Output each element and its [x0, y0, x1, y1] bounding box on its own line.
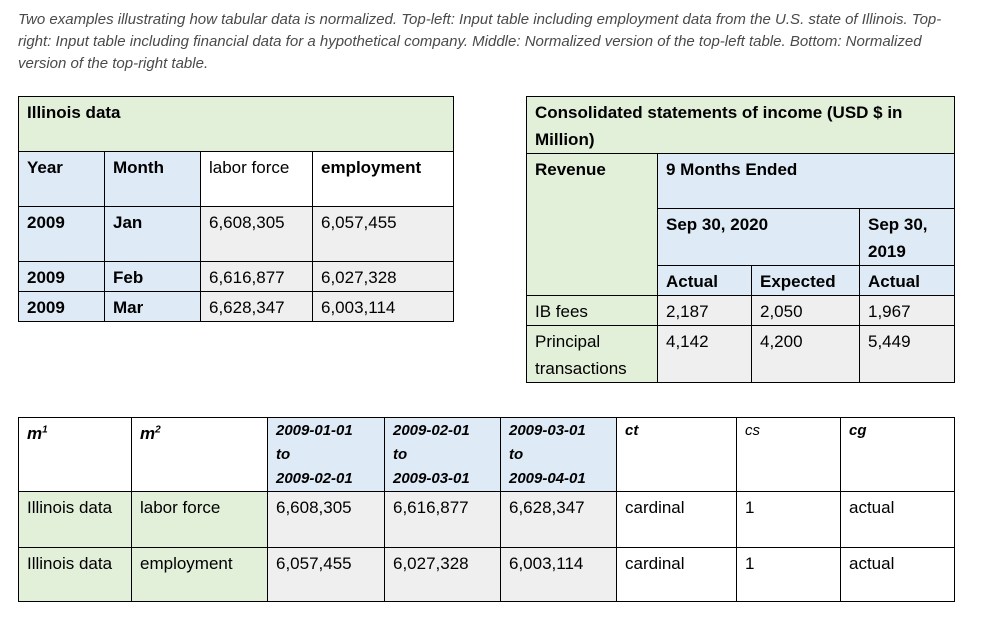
table-row: 2009 Jan 6,608,305 6,057,455 — [19, 207, 454, 262]
table-row: 2009 Feb 6,616,877 6,027,328 — [19, 262, 454, 292]
header-labor-force: labor force — [201, 152, 313, 207]
table-row: Illinois data employment 6,057,455 6,027,328 6,003,114 cardinal 1 actual — [19, 548, 955, 602]
header-cs: cs — [737, 418, 841, 492]
header-employment: employment — [313, 152, 454, 207]
header-m1: $m^1$ — [19, 418, 132, 492]
revenue-label: Revenue — [527, 154, 658, 296]
date-2020: Sep 30, 2020 — [658, 209, 860, 266]
figure-caption: Two examples illustrating how tabular data is normalized. Top-left: Input table including employment data from the U.S. state of Illinois. Top-right: Input table including financial data for a hypothetical company. Middle: Normalized version of the top-left table. Bottom: Normalized version of the top-right table. — [18, 11, 942, 72]
sub-header-actual-2019: Actual — [860, 266, 955, 296]
sub-header-actual: Actual — [658, 266, 752, 296]
income-table — [526, 96, 955, 383]
date-2019: Sep 30, 2019 — [860, 209, 955, 266]
table-row: IB fees 2,187 2,050 1,967 — [527, 296, 955, 326]
header-date-mar: 2009-03-01 to 2009-04-01 — [501, 418, 617, 492]
period-header: 9 Months Ended — [658, 154, 955, 209]
header-ct: ct — [617, 418, 737, 492]
illinois-table — [18, 96, 454, 322]
income-title: Consolidated statements of income (USD $ in Million) — [527, 97, 955, 154]
header-date-jan: 2009-01-01 to 2009-02-01 — [268, 418, 385, 492]
table-row: 2009 Mar 6,628,347 6,003,114 — [19, 292, 454, 322]
header-month: Month — [105, 152, 201, 207]
table-row: Principal transactions 4,142 4,200 5,449 — [527, 326, 955, 383]
table-row: Illinois data labor force 6,608,305 6,616,877 6,628,347 cardinal 1 actual — [19, 492, 955, 548]
illinois-title: Illinois data — [19, 97, 454, 152]
header-m2: $m^2$ — [132, 418, 268, 492]
normalized-table — [18, 417, 955, 602]
header-date-feb: 2009-02-01 to 2009-03-01 — [385, 418, 501, 492]
header-year: Year — [19, 152, 105, 207]
header-cg: cg — [841, 418, 955, 492]
sub-header-expected: Expected — [752, 266, 860, 296]
